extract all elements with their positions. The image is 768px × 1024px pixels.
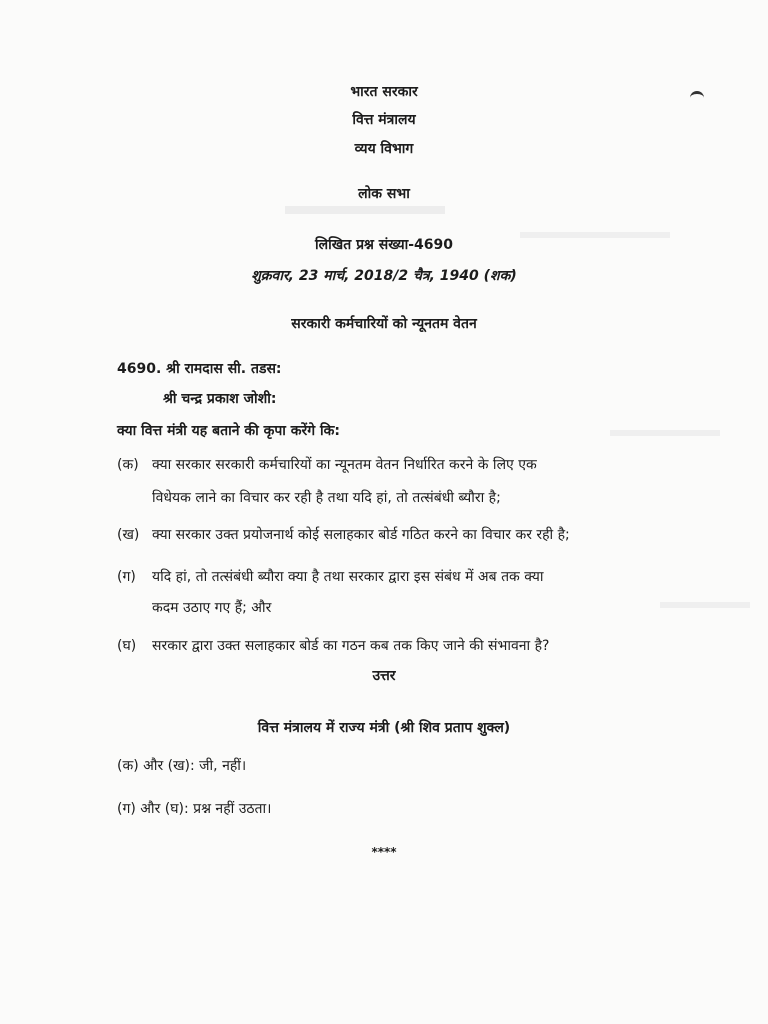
- bleed-through-text: [660, 602, 750, 608]
- bleed-through-text: [610, 430, 720, 436]
- asker-primary: 4690. श्री रामदास सी. तडस:: [117, 361, 282, 377]
- answering-minister: वित्त मंत्रालय में राज्य मंत्री (श्री शिव प्रताप शुक्ल): [257, 720, 511, 736]
- subject-title: सरकारी कर्मचारियों को न्यूनतम वेतन: [291, 316, 477, 332]
- end-mark: ****: [371, 845, 397, 859]
- house-heading: लोक सभा: [358, 186, 410, 202]
- government-heading: भारत सरकार: [350, 84, 418, 100]
- ministry-heading: वित्त मंत्रालय: [352, 112, 416, 128]
- part-label-ka: (क): [117, 457, 139, 473]
- part-ga-line-1: यदि हां, तो तत्संबंधी ब्यौरा क्या है तथा सरकार द्वारा इस संबंध में अब तक क्या: [152, 569, 544, 585]
- part-label-ga: (ग): [117, 569, 136, 585]
- question-intro: क्या वित्त मंत्री यह बताने की कृपा करेंगे कि:: [117, 423, 341, 439]
- asker-secondary: श्री चन्द्र प्रकाश जोशी:: [163, 391, 277, 407]
- part-kha-line-1: क्या सरकार उक्त प्रयोजनार्थ कोई सलाहकार बोर्ड गठित करने का विचार कर रही है;: [152, 527, 570, 543]
- part-label-gha: (घ): [117, 638, 137, 654]
- part-ga-line-2: कदम उठाए गए हैं; और: [152, 600, 272, 616]
- part-label-kha: (ख): [117, 527, 140, 543]
- question-number: लिखित प्रश्न संख्या-4690: [315, 237, 453, 253]
- part-ka-line-2: विधेयक लाने का विचार कर रही है तथा यदि हां, तो तत्संबंधी ब्यौरा है;: [152, 490, 501, 506]
- department-heading: व्यय विभाग: [354, 141, 414, 157]
- reply-ka-kha: (क) और (ख): जी, नहीं।: [117, 758, 247, 774]
- question-date: शुक्रवार, 23 मार्च, 2018/2 चैत्र, 1940 (शक): [251, 268, 517, 284]
- bleed-through-text: [285, 206, 445, 214]
- part-gha-line-1: सरकार द्वारा उक्त सलाहकार बोर्ड का गठन कब तक किए जाने की संभावना है?: [152, 638, 550, 654]
- part-ka-line-1: क्या सरकार सरकारी कर्मचारियों का न्यूनतम वेतन निर्धारित करने के लिए एक: [152, 457, 537, 473]
- reply-ga-gha: (ग) और (घ): प्रश्न नहीं उठता।: [117, 801, 272, 817]
- answer-heading: उत्तर: [372, 668, 396, 684]
